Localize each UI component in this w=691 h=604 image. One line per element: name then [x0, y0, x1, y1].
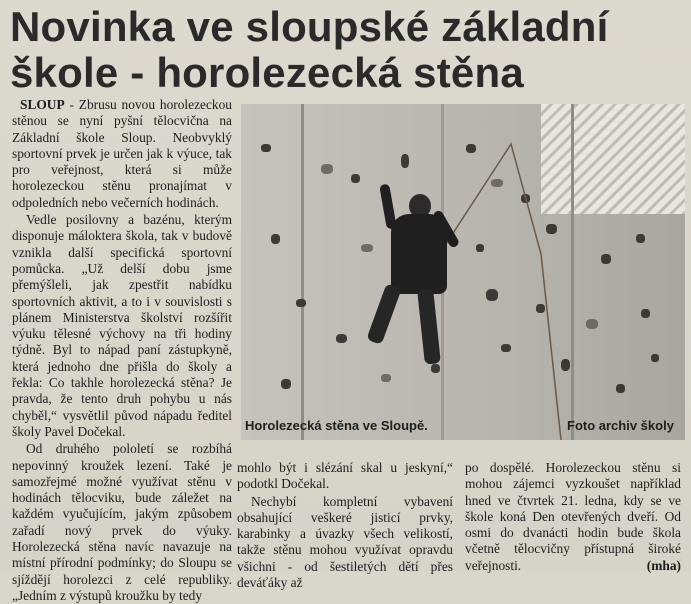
paragraph-1	[12, 97, 232, 211]
paragraph-4: mohlo být i slézání skal u jeskyní,“ podotkl Dočekal.	[237, 460, 453, 492]
author-signature: (mha)	[646, 557, 681, 573]
paragraph-5: Nechybí kompletní vybavení obsahující veškeré jisticí prvky, karabinky a úvazky všech velikostí, takže stěnu mohou využívat opravdu všichni - od šestiletých dětí přes deváťáky až	[237, 493, 453, 591]
article-column-1	[12, 97, 232, 604]
article-column-3	[465, 460, 681, 574]
lead-place: SLOUP	[20, 97, 65, 112]
climbing-rope	[241, 104, 685, 440]
headline-line-2: škole - horolezecká stěna	[10, 49, 524, 96]
paragraph-6	[465, 460, 681, 574]
headline-line-1: Novinka ve sloupské základní	[10, 3, 609, 50]
photo-credit: Foto archiv školy	[567, 418, 674, 433]
photo-caption: Horolezecká stěna ve Sloupě.	[245, 418, 428, 433]
paragraph-2: Vedle posilovny a bazénu, kterým disponuje máloktera škola, tak v budově vznikla další specifická sportovní pomůcka. „Už delší dobu jsme přemýšleli, jak zpestřit nabídku sportovních aktivit, a to i v souvislosti s plánem Ministerstva školství rozšířit výuku tělesné výchovy na tři hodiny týdně. Byl to nápad paní zástupkyně, která jednoho dne přišla do školy a řekla: Co takhle horolezecká stěna? Je pravda, že tento druh pohybu u nás chyběl,“ vysvětlil původ nápadu ředitel školy Pavel Dočekal.	[12, 212, 232, 439]
article-photo	[241, 104, 685, 440]
paragraph-6-text: po dospělé. Horolezeckou stěnu si mohou zájemci vyzkoušet například hned ve čtvrtek 21. ledna, kdy se ve škole koná Den otevřených dveří. Od osmi do dvanácti hodin bude škola včetně tělocvičny přístupná široké veřejnosti.	[465, 460, 681, 573]
headline	[10, 4, 685, 96]
paragraph-3: Od druhého pololetí se rozbíhá nepovinný kroužek lezení. Také je samozřejmé možné využívat stěnu v hodinách tělocviku, bude záležet na každém vyučujícím, jakým způsobem zařadí nový prvek do výuky. Horolezecká stěna navíc navazuje na místní přírodní podmínky; do Sloupu se sjíždějí horolezci z celé republiky. „Jedním z výstupů kroužku by tedy	[12, 441, 232, 603]
paragraph-1-text: - Zbrusu novou horolezeckou stěnou se nyní pyšní tělocvična na Základní škole Sloup. Neobvyklý sportovní prvek je určen jak k výuce, tak pro veřejnost, která si může horolezeckou stěnu pronajímat v odpoledních nebo večerních hodinách.	[12, 97, 232, 210]
article-column-2	[237, 460, 453, 591]
